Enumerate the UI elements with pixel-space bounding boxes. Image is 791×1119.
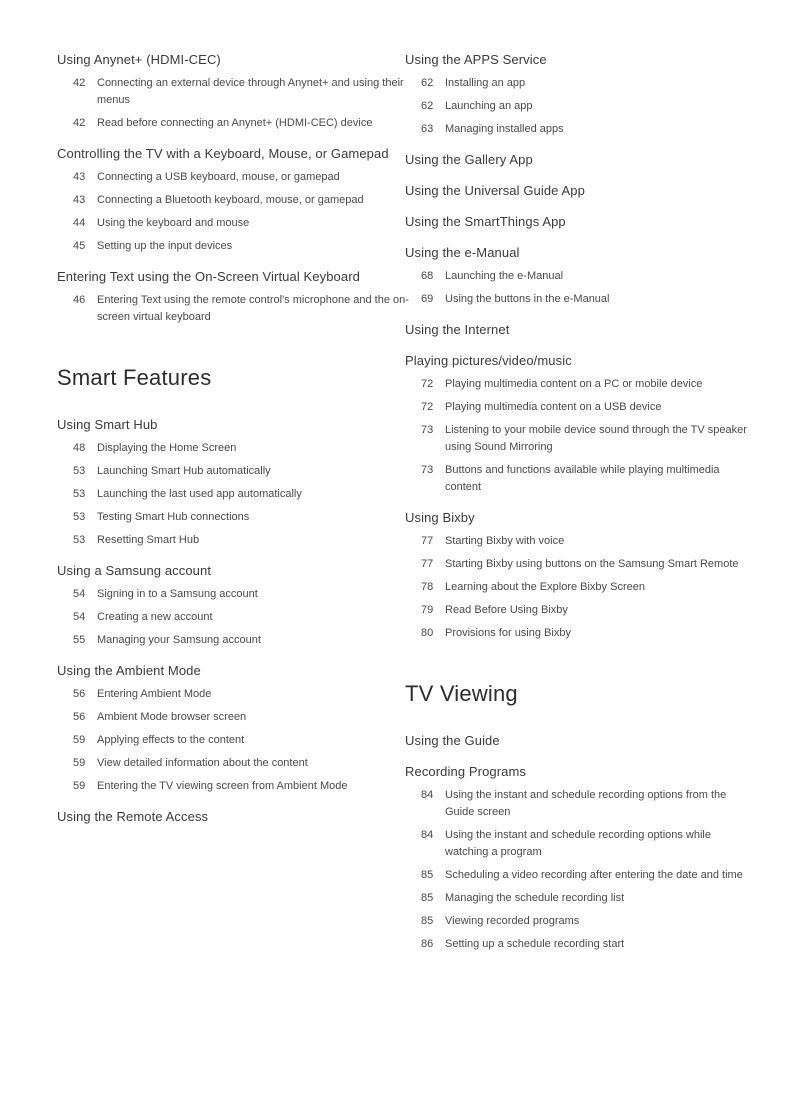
toc-section-title[interactable]: Using the Internet [405,322,510,337]
toc-entry-page-number: 85 [421,915,434,927]
toc-entry[interactable] [405,533,757,550]
toc-entry-page-number: 45 [73,240,86,252]
toc-entry-text: Viewing recorded programs [445,915,580,927]
toc-entry-page-number: 69 [421,293,434,305]
toc-entry-page-number: 73 [421,424,434,436]
toc-section-title[interactable]: Recording Programs [405,764,527,779]
toc-entry-list [57,440,409,549]
toc-entry[interactable] [405,98,757,115]
toc-entry[interactable] [405,556,757,573]
toc-entry-page-number: 85 [421,869,434,881]
toc-entry-text: Applying effects to the content [97,734,245,746]
toc-section-title[interactable]: Using the Ambient Mode [57,663,201,678]
toc-entry-text: Learning about the Explore Bixby Screen [445,581,645,593]
toc-entry[interactable] [405,579,757,596]
toc-entry-page-number: 84 [421,789,434,801]
toc-section-title[interactable]: Using the Guide [405,733,500,748]
toc-entry-page-number: 72 [421,378,434,390]
toc-entry-text: Managing installed apps [445,123,564,135]
toc-section-title[interactable]: Using a Samsung account [57,563,212,578]
toc-section-title[interactable]: Using Bixby [405,510,475,525]
toc-entry-text: Using the keyboard and mouse [97,217,250,229]
toc-entry-text: Launching the last used app automatically [97,488,302,500]
toc-entry[interactable] [57,632,409,649]
toc-entry[interactable] [57,486,409,503]
toc-entry[interactable] [57,169,409,186]
toc-entry[interactable] [405,291,757,308]
toc-entry-text: Connecting a USB keyboard, mouse, or gamepad [97,171,340,183]
toc-section-title[interactable]: Controlling the TV with a Keyboard, Mouse, or Gamepad [57,146,389,161]
toc-section-title[interactable]: Entering Text using the On-Screen Virtual Keyboard [57,269,360,284]
toc-entry-list [405,268,757,308]
toc-entry-list [405,533,757,642]
toc-entry-text: View detailed information about the content [97,757,308,769]
toc-entry-page-number: 43 [73,194,86,206]
toc-entry[interactable] [57,609,409,626]
toc-entry-page-number: 42 [73,77,86,89]
toc-entry-text: Setting up the input devices [97,240,233,252]
toc-section-title[interactable]: Using the Remote Access [57,809,209,824]
toc-entry-list [57,169,409,255]
toc-entry-page-number: 53 [73,511,86,523]
toc-entry-text: Setting up a schedule recording start [445,938,625,950]
toc-entry-page-number: 53 [73,465,86,477]
toc-entry[interactable] [57,586,409,603]
toc-entry-text: Managing your Samsung account [97,634,261,646]
toc-entry-page-number: 53 [73,534,86,546]
toc-entry-page-number: 85 [421,892,434,904]
toc-entry-page-number: 73 [421,464,434,476]
toc-entry-text: Read before connecting an Anynet+ (HDMI-CEC) device [97,117,373,129]
toc-entry-text: Using the buttons in the e-Manual [445,293,610,305]
toc-entry[interactable] [57,115,409,132]
toc-entry-page-number: 48 [73,442,86,454]
toc-entry-list [57,686,409,795]
toc-entry-text: Testing Smart Hub connections [97,511,250,523]
toc-entry-list [405,376,757,496]
toc-section-title[interactable]: Using the e-Manual [405,245,520,260]
toc-entry[interactable] [405,376,757,393]
toc-entry-page-number: 62 [421,77,434,89]
toc-entry-text: Entering Ambient Mode [97,688,212,700]
toc-entry-page-number: 78 [421,581,434,593]
toc-entry-text: Scheduling a video recording after entering the date and time [445,869,743,881]
toc-entry[interactable] [57,732,409,749]
chapter-heading[interactable]: TV Viewing [405,681,518,706]
toc-entry-page-number: 77 [421,558,434,570]
toc-entry-list [405,75,757,138]
toc-entry-list [57,586,409,649]
toc-entry-page-number: 55 [73,634,86,646]
toc-entry-list [405,787,757,953]
toc-section-title[interactable]: Using Anynet+ (HDMI-CEC) [57,52,221,67]
toc-entry-text: Entering the TV viewing screen from Ambient Mode [97,780,348,792]
toc-entry-text: Managing the schedule recording list [445,892,625,904]
toc-entry-page-number: 43 [73,171,86,183]
toc-entry-page-number: 54 [73,611,86,623]
toc-entry[interactable] [57,215,409,232]
toc-entry-text: Connecting a Bluetooth keyboard, mouse, or gamepad [97,194,364,206]
toc-entry-page-number: 59 [73,734,86,746]
toc-entry[interactable] [57,238,409,255]
toc-entry-page-number: 56 [73,688,86,700]
toc-entry[interactable] [405,602,757,619]
toc-entry-list [57,292,409,326]
toc-section-title[interactable]: Using the Universal Guide App [405,183,585,198]
toc-entry-text: Provisions for using Bixby [445,627,571,639]
toc-entry-page-number: 62 [421,100,434,112]
toc-entry[interactable] [57,686,409,703]
toc-column-left [57,50,409,826]
chapter-heading[interactable]: Smart Features [57,365,212,390]
toc-entry-text: Using the instant and schedule recording options from the Guide screen [445,789,727,818]
toc-section-title[interactable]: Using the SmartThings App [405,214,566,229]
toc-entry-text: Using the instant and schedule recording options while watching a program [445,829,711,858]
toc-entry-text: Signing in to a Samsung account [97,588,258,600]
toc-entry[interactable] [405,422,757,456]
toc-entry[interactable] [405,399,757,416]
toc-entry-page-number: 56 [73,711,86,723]
toc-entry[interactable] [405,827,757,861]
toc-entry-page-number: 54 [73,588,86,600]
toc-entry-page-number: 59 [73,757,86,769]
toc-entry[interactable] [57,532,409,549]
toc-entry[interactable] [57,192,409,209]
toc-entry[interactable] [57,778,409,795]
toc-entry-text: Launching the e-Manual [445,270,564,282]
toc-entry[interactable] [57,463,409,480]
toc-entry[interactable] [405,75,757,92]
toc-entry-text: Launching an app [445,100,533,112]
toc-entry-page-number: 68 [421,270,434,282]
toc-entry-page-number: 86 [421,938,434,950]
toc-entry[interactable] [57,755,409,772]
toc-entry-page-number: 42 [73,117,86,129]
toc-entry-page-number: 84 [421,829,434,841]
toc-entry[interactable] [405,867,757,884]
toc-entry-page-number: 79 [421,604,434,616]
toc-section-title[interactable]: Using Smart Hub [57,417,158,432]
toc-section-title[interactable]: Using the Gallery App [405,152,533,167]
toc-entry-list [57,75,409,132]
toc-column-right [405,50,757,959]
toc-section-title[interactable]: Playing pictures/video/music [405,353,572,368]
toc-entry[interactable] [405,936,757,953]
toc-entry-text: Starting Bixby using buttons on the Samsung Smart Remote [445,558,739,570]
toc-entry-text: Starting Bixby with voice [445,535,565,547]
toc-entry-page-number: 44 [73,217,86,229]
toc-entry-text: Installing an app [445,77,526,89]
toc-entry[interactable] [57,292,409,326]
toc-entry-text: Resetting Smart Hub [97,534,200,546]
toc-entry-page-number: 53 [73,488,86,500]
toc-entry[interactable] [57,709,409,726]
toc-entry-text: Playing multimedia content on a PC or mobile device [445,378,703,390]
toc-entry-page-number: 72 [421,401,434,413]
toc-entry-text: Listening to your mobile device sound through the TV speaker using Sound Mirroring [445,424,747,453]
toc-entry-text: Ambient Mode browser screen [97,711,247,723]
toc-entry[interactable] [57,509,409,526]
toc-entry-text: Entering Text using the remote control's microphone and the on-screen virtual keyboard [97,294,409,323]
toc-entry[interactable] [57,75,409,109]
toc-entry-text: Buttons and functions available while playing multimedia content [445,464,720,493]
toc-entry-page-number: 77 [421,535,434,547]
toc-entry-page-number: 46 [73,294,86,306]
toc-entry[interactable] [405,890,757,907]
toc-entry-text: Connecting an external device through Anynet+ and using their menus [97,77,404,106]
toc-entry[interactable] [405,268,757,285]
toc-entry[interactable] [405,625,757,642]
toc-entry-page-number: 80 [421,627,434,639]
toc-entry[interactable] [405,121,757,138]
toc-entry-page-number: 59 [73,780,86,792]
toc-entry-page-number: 63 [421,123,434,135]
toc-entry-text: Creating a new account [97,611,213,623]
toc-entry[interactable] [405,462,757,496]
toc-entry[interactable] [405,913,757,930]
toc-entry[interactable] [57,440,409,457]
toc-entry-text: Launching Smart Hub automatically [97,465,271,477]
toc-entry-text: Read Before Using Bixby [445,604,568,616]
toc-entry-text: Displaying the Home Screen [97,442,237,454]
toc-entry-text: Playing multimedia content on a USB device [445,401,662,413]
toc-section-title[interactable]: Using the APPS Service [405,52,547,67]
toc-entry[interactable] [405,787,757,821]
